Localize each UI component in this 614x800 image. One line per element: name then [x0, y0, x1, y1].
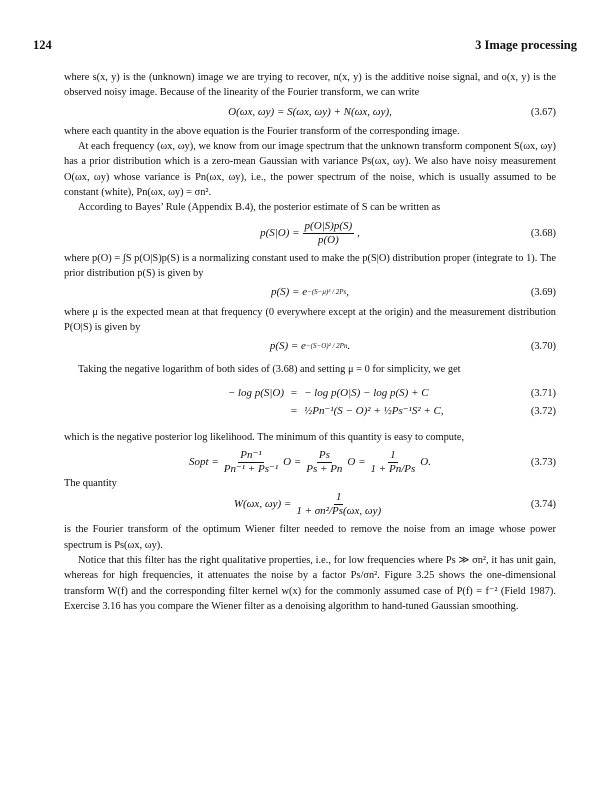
equation-3-72-rhs: ½Pn⁻¹(S − O)² + ½Ps⁻¹S² + C,: [304, 404, 444, 417]
paragraph-8: which is the negative posterior log likelihood. The minimum of this quantity is easy to compute,: [64, 431, 465, 443]
equation-3-67: [64, 105, 556, 120]
equation-3-73-lhs: Sopt =: [189, 455, 219, 468]
equation-3-67-number: (3.67): [530, 106, 556, 118]
paragraph-4: According to Bayes’ Rule (Appendix B.4), the posterior estimate of S can be written as: [78, 202, 441, 214]
equation-3-74-denominator: 1 + σn²/Ps(ωx, ωy): [296, 505, 382, 518]
equation-3-68: [64, 220, 556, 247]
equation-3-74-lhs: W(ωx, ωy) =: [233, 498, 292, 511]
equation-3-69-lhs: p(S) = e: [270, 286, 308, 299]
equation-3-73-fraction-2-denominator: Ps + Pn: [306, 463, 343, 476]
equation-array-3-71-3-72: [164, 386, 556, 422]
equation-3-68-fraction: [303, 220, 355, 247]
equation-3-73-fraction-1-numerator: Pn⁻¹: [240, 449, 262, 462]
equation-3-73-fraction-3-denominator: 1 + Pn/Ps: [370, 463, 416, 476]
equation-3-74-numerator: 1: [335, 491, 342, 504]
equation-3-70: [64, 339, 556, 354]
equation-3-74-number: (3.74): [530, 499, 556, 511]
equation-3-73-mid-2: O =: [347, 455, 366, 468]
equation-3-74: [64, 491, 556, 518]
equation-3-68-tail: ,: [357, 226, 360, 239]
equation-3-73-tail: O.: [420, 455, 431, 468]
equation-3-68-lhs: p(S|O) =: [260, 226, 300, 239]
equation-3-72-equals: =: [290, 404, 298, 417]
equation-3-71-equals: =: [290, 386, 298, 399]
equation-3-73-fraction-3: [369, 449, 418, 476]
equation-3-70-tail: .: [347, 340, 351, 353]
equation-3-73-fraction-3-numerator: 1: [390, 449, 396, 462]
page-number: 124: [33, 38, 52, 52]
equation-3-69: [64, 285, 556, 300]
equation-3-71-lhs: − log p(S|O): [227, 386, 284, 399]
equation-3-69-exponent: −(S−μ)² / 2Ps: [307, 288, 347, 297]
paragraph-11: Notice that this filter has the right qualitative properties, i.e., for low frequencies where Ps ≫ σn², it has unit gain, whereas for high frequencies, it attenuates the noise by a factor Ps/σn². Figure 3.25 shows the one-dimensional transform W(f) and the corresponding filter kernel w(x) for the commonly assumed case of P(f) = f⁻² (Field 1987). Exercise 3.16 has you compare the Wiener filter as a denoising algorithm to hand-tuned Gaussian smoothing.: [64, 554, 556, 612]
equation-3-70-number: (3.70): [530, 341, 556, 353]
equation-3-70-exponent: −(S−O)² / 2Pn: [305, 342, 348, 351]
equation-3-71-rhs: − log p(O|S) − log p(S) + C: [304, 386, 429, 399]
paragraph-3: At each frequency (ωx, ωy), we know from our image spectrum that the unknown transform component S(ωx, ωy) has a prior distribution which is a zero-mean Gaussian with variance Ps(ωx, ωy). We also have noisy measurement O(ωx, ωy) whose variance is Pn(ωx, ωy), i.e., the power spectrum of the noise, which is usually assumed to be constant (white), Pn(ωx, ωy) = σn².: [64, 141, 556, 199]
paragraph-2: where each quantity in the above equation is the Fourier transform of the corresponding image.: [64, 125, 460, 137]
paragraph-10: is the Fourier transform of the optimum Wiener filter needed to remove the noise from an image whose power spectrum is Ps(ωx, ωy).: [64, 524, 556, 551]
equation-3-72-number: (3.72): [530, 405, 556, 417]
equation-3-73-mid-1: O =: [283, 455, 302, 468]
equation-3-69-tail: ,: [346, 286, 350, 299]
equation-3-67-text: O(ωx, ωy) = S(ωx, ωy) + N(ωx, ωy),: [228, 105, 392, 118]
equation-3-70-lhs: p(S) = e: [269, 340, 306, 353]
equation-3-68-denominator: p(O): [317, 233, 339, 246]
equation-3-73-fraction-2-numerator: Ps: [318, 449, 330, 462]
paragraph-5: where p(O) = ∫S p(O|S)p(S) is a normalizing constant used to make the p(S|O) distribution proper (integrate to 1). The prior distribution p(S) is given by: [64, 252, 556, 279]
equation-3-68-numerator: p(O|S)p(S): [304, 219, 353, 232]
equation-3-74-fraction: [294, 491, 383, 518]
equation-3-73-number: (3.73): [530, 456, 556, 468]
paragraph-7: Taking the negative logarithm of both sides of (3.68) and setting μ = 0 for simplicity, we get: [78, 364, 461, 376]
equation-3-69-number: (3.69): [530, 287, 556, 299]
equation-3-73-fraction-1: [222, 449, 280, 476]
equation-3-73-fraction-2: [304, 449, 344, 476]
chapter-title: 3 Image processing: [475, 38, 577, 52]
equation-3-71-number: (3.71): [530, 387, 556, 399]
equation-3-73: [64, 449, 556, 476]
paragraph-9: The quantity: [64, 478, 117, 490]
equation-3-71-row: [304, 386, 556, 404]
equation-3-68-number: (3.68): [530, 227, 556, 239]
page-body: [64, 70, 556, 614]
paragraph-6: where μ is the expected mean at that frequency (0 everywhere except at the origin) and the measurement distribution P(O|S) is given by: [64, 306, 556, 333]
equation-3-73-fraction-1-denominator: Pn⁻¹ + Ps⁻¹: [223, 463, 279, 476]
paragraph-1: where s(x, y) is the (unknown) image we are trying to recover, n(x, y) is the additive noise signal, and o(x, y) is the observed noisy image. Because of the linearity of the Fourier transform, we can write: [64, 72, 556, 99]
equation-3-72-row: [304, 404, 556, 422]
